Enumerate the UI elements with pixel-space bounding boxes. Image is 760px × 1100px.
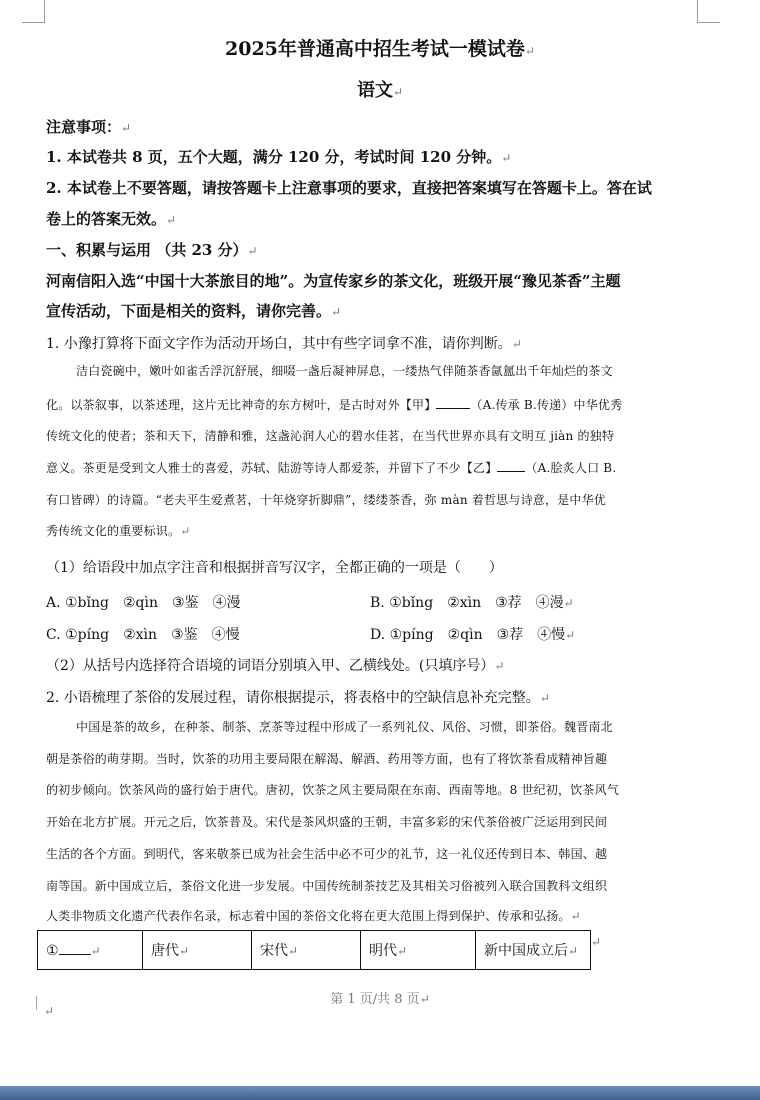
trailing-paragraph-mark: ↵: [44, 1004, 55, 1018]
window-bottom-bar: [0, 1086, 760, 1100]
section-intro: 河南信阳入选“中国十大茶旅目的地”。为宣传家乡的茶文化，班级开展“豫见茶香”主题: [46, 272, 621, 290]
section-intro-cont: 宣传活动，下面是相关的资料，请你完善。↵: [46, 302, 342, 320]
passage-line: 朝是茶俗的萌芽期。当时，饮茶的功用主要局限在解渴、解酒、药用等方面，也有了将饮茶看成精神旨趣: [46, 752, 608, 766]
table-cell: 唐代↵: [143, 931, 252, 970]
footer-margin-mark: [36, 996, 37, 1010]
subject-title: 语文↵: [356, 80, 404, 101]
page-footer: 第 1 页/共 8 页↵: [330, 992, 430, 1007]
notice-item-1: 1. 本试卷共 8 页，五个大题，满分 120 分，考试时间 120 分钟。↵: [46, 148, 512, 166]
tea-custom-table: [37, 930, 591, 970]
option-d: D. ①píng ②qìn ③荐 ④慢↵: [370, 627, 576, 643]
passage-line: 洁白瓷碗中，嫩叶如雀舌浮沉舒展，细啜一盏后凝神屏息，一缕热气伴随茶香氤氲出千年灿烂的茶文: [76, 364, 613, 378]
sub-question-2: （2）从括号内选择符合语境的词语分别填入甲、乙横线处。(只填序号）↵: [46, 658, 505, 674]
table-cell: 明代↵: [361, 931, 476, 970]
passage-line: 生活的各个方面。到明代，客来敬茶已成为社会生活中必不可少的礼节，这一礼仪还传到日本、韩国、越: [46, 847, 608, 861]
row-end-mark: ↵: [591, 935, 602, 949]
question-2-stem: 2. 小语梳理了茶俗的发展过程，请你根据提示，将表格中的空缺信息补充完整。↵: [46, 690, 550, 706]
crop-mark-top-right: [697, 0, 720, 23]
sub-question-1: （1）给语段中加点字注音和根据拼音写汉字，全都正确的一项是（ ）: [46, 560, 503, 576]
section-heading: 一、积累与运用 （共 23 分）↵: [46, 241, 258, 259]
option-a: A. ①bǐng ②qìn ③鉴 ④漫: [46, 595, 241, 611]
notice-heading: 注意事项：↵: [46, 118, 132, 136]
notice-item-2: 2. 本试卷上不要答题，请按答题卡上注意事项的要求，直接把答案填写在答题卡上。答在试: [46, 179, 652, 197]
exam-title: 2025年普通高中招生考试一模试卷↵: [225, 38, 535, 60]
passage-line: 意义。茶更是受到文人雅士的喜爱，苏轼、陆游等诗人都爱茶，并留下了不少【乙】 （A.脍炙人口 B.: [46, 461, 617, 475]
table-row: [38, 931, 591, 970]
passage-line: 中国是茶的故乡，在种茶、制茶、烹茶等过程中形成了一系列礼仪、风俗、习惯，即茶俗。魏晋南北: [76, 720, 613, 734]
table-cell: 宋代↵: [252, 931, 361, 970]
option-c: C. ①píng ②xìn ③鉴 ④慢: [46, 627, 240, 643]
table-cell: 新中国成立后↵: [476, 931, 591, 970]
passage-line: 秀传统文化的重要标识。↵: [46, 524, 191, 538]
blank-jia: [436, 396, 470, 409]
passage-line: 传统文化的使者；茶和天下，清静和雅，这盏沁润人心的碧水佳茗，在当代世界亦具有文明互 jiàn 的独特: [46, 429, 615, 443]
passage-line: 化。以茶叙事，以茶述理，这片无比神奇的东方树叶，是古时对外【甲】 （A.传承 B.传递）中华优秀: [46, 398, 623, 412]
passage-line: 人类非物质文化遗产代表作名录，标志着中国的茶俗文化将在更大范围上得到保护、传承和弘扬。↵: [46, 909, 581, 923]
blank-1: [59, 942, 91, 955]
blank-yi: [497, 459, 525, 472]
notice-item-2-cont: 卷上的答案无效。↵: [46, 210, 177, 228]
option-b: B. ①bǐng ②xìn ③荐 ④漫↵: [370, 595, 574, 611]
passage-line: 有口皆碑）的诗篇。“老夫平生爱煮茗，十年烧穿折脚鼎”，缕缕茶香，弥 màn 着哲思与诗意，是中华优: [46, 493, 606, 507]
table-cell: ① ↵: [38, 931, 143, 970]
crop-mark-top-left: [22, 0, 45, 23]
passage-line: 开始在北方扩展。开元之后，饮茶普及。宋代是茶风炽盛的王朝，丰富多彩的宋代茶俗被广泛运用到民间: [46, 815, 608, 829]
passage-line: 南等国。新中国成立后，茶俗文化进一步发展。中国传统制茶技艺及其相关习俗被列入联合国教科文组织: [46, 879, 608, 893]
passage-line: 的初步倾向。饮茶风尚的盛行始于唐代。唐初，饮茶之风主要局限在东南、西南等地。8 世纪初，饮茶风气: [46, 783, 620, 797]
question-1-stem: 1. 小豫打算将下面文字作为活动开场白，其中有些字词拿不准，请你判断。↵: [46, 336, 522, 352]
